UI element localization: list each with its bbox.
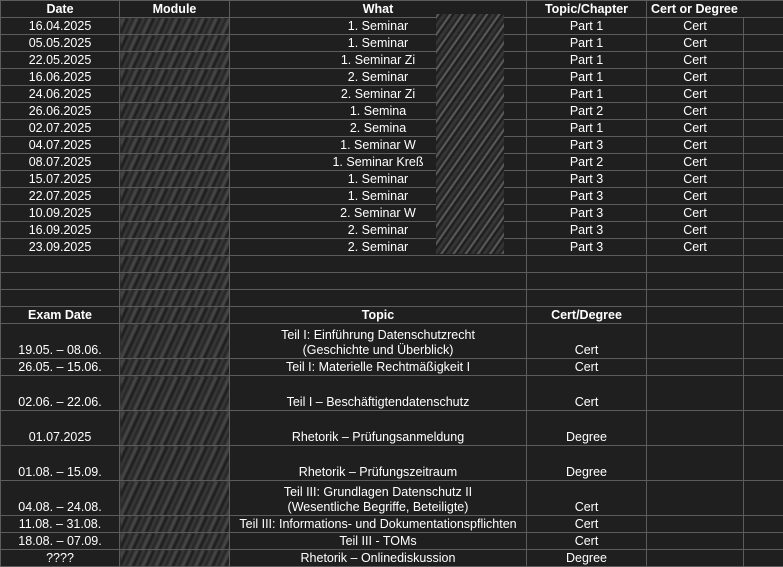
- cell-what[interactable]: 2. Seminar Zi: [230, 86, 527, 103]
- cell-empty[interactable]: [1, 290, 120, 307]
- header-what[interactable]: What: [230, 1, 527, 18]
- exam-row: [1, 446, 783, 481]
- topic-line-2: (Geschichte und Überblick): [232, 343, 524, 358]
- cell-date[interactable]: 08.07.2025: [1, 154, 120, 171]
- cell-empty[interactable]: [647, 446, 744, 481]
- cell-empty[interactable]: [647, 307, 744, 324]
- cell-empty[interactable]: [744, 550, 783, 567]
- header-topic[interactable]: Topic: [230, 307, 527, 324]
- cell-empty[interactable]: [647, 516, 744, 533]
- cell-date[interactable]: 22.05.2025: [1, 52, 120, 69]
- cell-empty[interactable]: [744, 533, 783, 550]
- topic-line-1: Teil I: Einführung Datenschutzrecht: [232, 328, 524, 343]
- cell-date[interactable]: 26.06.2025: [1, 103, 120, 120]
- cell-empty[interactable]: [744, 239, 783, 256]
- cell-empty[interactable]: [647, 376, 744, 411]
- cell-cert[interactable]: Cert: [647, 137, 744, 154]
- cell-exam-cert[interactable]: Cert: [527, 324, 647, 359]
- table-row: [1, 222, 783, 239]
- cell-cert[interactable]: Cert: [647, 103, 744, 120]
- table-row: [1, 205, 783, 222]
- header-exam-date[interactable]: Exam Date: [1, 307, 120, 324]
- exam-row: [1, 533, 783, 550]
- cell-topic[interactable]: Part 1: [527, 86, 647, 103]
- cell-what[interactable]: 1. Seminar W: [230, 137, 527, 154]
- cell-empty[interactable]: [744, 222, 783, 239]
- cell-empty[interactable]: [744, 35, 783, 52]
- cell-empty[interactable]: [744, 411, 783, 446]
- cell-exam-date[interactable]: ????: [1, 550, 120, 567]
- cell-module-obscured[interactable]: [120, 188, 230, 205]
- cell-exam-cert[interactable]: Degree: [527, 411, 647, 446]
- cell-module-obscured[interactable]: [120, 86, 230, 103]
- cell-empty[interactable]: [647, 481, 744, 516]
- cell-exam-topic[interactable]: Teil III - TOMs: [230, 533, 527, 550]
- cell-date[interactable]: 15.07.2025: [1, 171, 120, 188]
- table-row: [1, 171, 783, 188]
- cell-empty[interactable]: [744, 188, 783, 205]
- cell-empty[interactable]: [744, 137, 783, 154]
- cell-module-obscured[interactable]: [120, 171, 230, 188]
- cell-exam-topic[interactable]: Rhetorik – Prüfungsanmeldung: [230, 411, 527, 446]
- cell-empty[interactable]: [1, 256, 120, 273]
- cell-empty[interactable]: [647, 550, 744, 567]
- header-cert-or-degree[interactable]: Cert or Degree: [647, 1, 783, 18]
- cell-module-obscured[interactable]: [120, 35, 230, 52]
- schedule-header-row: [1, 1, 783, 18]
- cell-what[interactable]: 2. Seminar: [230, 239, 527, 256]
- cell-empty[interactable]: [744, 446, 783, 481]
- topic-line-1: Teil III: Grundlagen Datenschutz II: [232, 485, 524, 500]
- cell-date[interactable]: 04.07.2025: [1, 137, 120, 154]
- cell-empty[interactable]: [230, 273, 527, 290]
- cell-what[interactable]: 1. Seminar: [230, 171, 527, 188]
- cell-empty[interactable]: [230, 256, 527, 273]
- cell-exam-cert[interactable]: Cert: [527, 359, 647, 376]
- cell-date[interactable]: 10.09.2025: [1, 205, 120, 222]
- cell-topic[interactable]: Part 3: [527, 222, 647, 239]
- cell-cert[interactable]: Cert: [647, 222, 744, 239]
- header-date[interactable]: Date: [1, 1, 120, 18]
- cell-what[interactable]: 2. Seminar: [230, 69, 527, 86]
- cell-module-obscured[interactable]: [120, 307, 230, 324]
- cell-empty[interactable]: [744, 359, 783, 376]
- cell-what[interactable]: 1. Seminar: [230, 188, 527, 205]
- cell-module-obscured[interactable]: [120, 69, 230, 86]
- cell-what[interactable]: 2. Seminar: [230, 222, 527, 239]
- cell-empty[interactable]: [647, 256, 744, 273]
- table-row: [1, 69, 783, 86]
- cell-empty[interactable]: [647, 290, 744, 307]
- cell-empty[interactable]: [744, 205, 783, 222]
- cell-empty[interactable]: [744, 307, 783, 324]
- cell-module-obscured[interactable]: [120, 290, 230, 307]
- cell-empty[interactable]: [230, 290, 527, 307]
- cell-empty[interactable]: [744, 52, 783, 69]
- cell-empty[interactable]: [744, 120, 783, 137]
- table-row: [1, 52, 783, 69]
- cell-empty[interactable]: [647, 533, 744, 550]
- cell-empty[interactable]: [744, 86, 783, 103]
- cell-topic[interactable]: Part 1: [527, 18, 647, 35]
- cell-empty[interactable]: [527, 290, 647, 307]
- cell-date[interactable]: 24.06.2025: [1, 86, 120, 103]
- cell-exam-date[interactable]: 01.08. – 15.09.: [1, 446, 120, 481]
- cell-module-obscured[interactable]: [120, 256, 230, 273]
- cell-empty[interactable]: [744, 69, 783, 86]
- table-row: [1, 103, 783, 120]
- cell-empty[interactable]: [527, 273, 647, 290]
- cell-exam-topic[interactable]: Teil III: Informations- und Dokumentationspflichten: [230, 516, 527, 533]
- cell-module-obscured[interactable]: [120, 516, 230, 533]
- cell-exam-topic[interactable]: Rhetorik – Prüfungszeitraum: [230, 446, 527, 481]
- cell-cert[interactable]: Cert: [647, 154, 744, 171]
- header-module[interactable]: Module: [120, 1, 230, 18]
- cell-cert[interactable]: Cert: [647, 205, 744, 222]
- cell-empty[interactable]: [744, 154, 783, 171]
- cell-exam-cert[interactable]: Degree: [527, 446, 647, 481]
- topic-line-2: (Wesentliche Begriffe, Beteiligte): [232, 500, 524, 515]
- empty-row: [1, 290, 783, 307]
- cell-exam-topic[interactable]: Rhetorik – Onlinediskussion: [230, 550, 527, 567]
- cell-exam-topic[interactable]: [230, 324, 527, 359]
- cell-cert[interactable]: Cert: [647, 86, 744, 103]
- cell-exam-cert[interactable]: Cert: [527, 481, 647, 516]
- cell-cert[interactable]: Cert: [647, 52, 744, 69]
- cell-what[interactable]: 2. Seminar W: [230, 205, 527, 222]
- table-row: [1, 35, 783, 52]
- cell-cert[interactable]: Cert: [647, 120, 744, 137]
- cell-empty[interactable]: [744, 324, 783, 359]
- table-row: [1, 188, 783, 205]
- cell-what[interactable]: 1. Seminar Kreß: [230, 154, 527, 171]
- cell-date[interactable]: 05.05.2025: [1, 35, 120, 52]
- cell-what[interactable]: 1. Seminar: [230, 18, 527, 35]
- cell-empty[interactable]: [744, 103, 783, 120]
- cell-date[interactable]: 16.09.2025: [1, 222, 120, 239]
- table-row: [1, 154, 783, 171]
- table-row: [1, 120, 783, 137]
- cell-topic[interactable]: Part 1: [527, 69, 647, 86]
- cell-empty[interactable]: [744, 256, 783, 273]
- cell-exam-cert[interactable]: Degree: [527, 550, 647, 567]
- empty-row: [1, 256, 783, 273]
- cell-module-obscured[interactable]: [120, 120, 230, 137]
- cell-empty[interactable]: [527, 256, 647, 273]
- cell-exam-date[interactable]: 04.08. – 24.08.: [1, 481, 120, 516]
- cell-exam-date[interactable]: 26.05. – 15.06.: [1, 359, 120, 376]
- cell-module-obscured[interactable]: [120, 137, 230, 154]
- cell-module-obscured[interactable]: [120, 273, 230, 290]
- exam-row: [1, 550, 783, 567]
- cell-exam-cert[interactable]: Cert: [527, 516, 647, 533]
- cell-topic[interactable]: Part 1: [527, 35, 647, 52]
- cell-what[interactable]: 2. Semina: [230, 120, 527, 137]
- cell-empty[interactable]: [744, 290, 783, 307]
- cell-cert[interactable]: Cert: [647, 239, 744, 256]
- cell-what[interactable]: 1. Seminar: [230, 35, 527, 52]
- cell-cert[interactable]: Cert: [647, 188, 744, 205]
- cell-cert[interactable]: Cert: [647, 35, 744, 52]
- cell-empty[interactable]: [744, 481, 783, 516]
- cell-empty[interactable]: [647, 273, 744, 290]
- cell-exam-date[interactable]: 01.07.2025: [1, 411, 120, 446]
- cell-module-obscured[interactable]: [120, 411, 230, 446]
- cell-date[interactable]: 02.07.2025: [1, 120, 120, 137]
- exam-row: [1, 516, 783, 533]
- table-row: [1, 137, 783, 154]
- cell-topic[interactable]: Part 3: [527, 137, 647, 154]
- cell-module-obscured[interactable]: [120, 550, 230, 567]
- cell-module-obscured[interactable]: [120, 376, 230, 411]
- cell-module-obscured[interactable]: [120, 239, 230, 256]
- cell-module-obscured[interactable]: [120, 222, 230, 239]
- cell-topic[interactable]: Part 3: [527, 171, 647, 188]
- cell-module-obscured[interactable]: [120, 359, 230, 376]
- cell-exam-date[interactable]: 02.06. – 22.06.: [1, 376, 120, 411]
- exam-row: [1, 376, 783, 411]
- cell-exam-topic[interactable]: Teil I: Materielle Rechtmäßigkeit I: [230, 359, 527, 376]
- cell-module-obscured[interactable]: [120, 103, 230, 120]
- cell-cert[interactable]: Cert: [647, 18, 744, 35]
- cell-empty[interactable]: [744, 18, 783, 35]
- cell-date[interactable]: 22.07.2025: [1, 188, 120, 205]
- cell-date[interactable]: 16.04.2025: [1, 18, 120, 35]
- cell-module-obscured[interactable]: [120, 205, 230, 222]
- exam-row: [1, 411, 783, 446]
- cell-empty[interactable]: [1, 273, 120, 290]
- cell-exam-cert[interactable]: Cert: [527, 533, 647, 550]
- empty-row: [1, 273, 783, 290]
- table-row: [1, 239, 783, 256]
- header-cert-degree[interactable]: Cert/Degree: [527, 307, 647, 324]
- cell-empty[interactable]: [647, 411, 744, 446]
- cell-date[interactable]: 16.06.2025: [1, 69, 120, 86]
- cell-topic[interactable]: Part 2: [527, 103, 647, 120]
- cell-module-obscured[interactable]: [120, 446, 230, 481]
- cell-module-obscured[interactable]: [120, 52, 230, 69]
- cell-exam-cert[interactable]: Cert: [527, 376, 647, 411]
- cell-empty[interactable]: [744, 273, 783, 290]
- cell-exam-topic[interactable]: [230, 481, 527, 516]
- cell-topic[interactable]: Part 1: [527, 120, 647, 137]
- cell-module-obscured[interactable]: [120, 481, 230, 516]
- cell-exam-date[interactable]: 11.08. – 31.08.: [1, 516, 120, 533]
- cell-cert[interactable]: Cert: [647, 171, 744, 188]
- cell-topic[interactable]: Part 3: [527, 205, 647, 222]
- cell-topic[interactable]: Part 2: [527, 154, 647, 171]
- cell-module-obscured[interactable]: [120, 18, 230, 35]
- cell-exam-date[interactable]: 19.05. – 08.06.: [1, 324, 120, 359]
- cell-topic[interactable]: Part 3: [527, 239, 647, 256]
- table-row: [1, 18, 783, 35]
- cell-topic[interactable]: Part 1: [527, 52, 647, 69]
- cell-date[interactable]: 23.09.2025: [1, 239, 120, 256]
- cell-empty[interactable]: [744, 516, 783, 533]
- table-row: [1, 86, 783, 103]
- cell-exam-topic[interactable]: Teil I – Beschäftigtendatenschutz: [230, 376, 527, 411]
- cell-module-obscured[interactable]: [120, 533, 230, 550]
- cell-empty[interactable]: [744, 171, 783, 188]
- cell-empty[interactable]: [744, 376, 783, 411]
- cell-what[interactable]: 1. Semina: [230, 103, 527, 120]
- header-topic-chapter[interactable]: Topic/Chapter: [527, 1, 647, 18]
- exam-row: [1, 481, 783, 516]
- cell-module-obscured[interactable]: [120, 324, 230, 359]
- cell-cert[interactable]: Cert: [647, 69, 744, 86]
- exam-row: [1, 359, 783, 376]
- cell-empty[interactable]: [647, 324, 744, 359]
- cell-empty[interactable]: [647, 359, 744, 376]
- cell-module-obscured[interactable]: [120, 154, 230, 171]
- cell-exam-date[interactable]: 18.08. – 07.09.: [1, 533, 120, 550]
- exam-row: [1, 324, 783, 359]
- cell-topic[interactable]: Part 3: [527, 188, 647, 205]
- exam-header-row: [1, 307, 783, 324]
- cell-what[interactable]: 1. Seminar Zi: [230, 52, 527, 69]
